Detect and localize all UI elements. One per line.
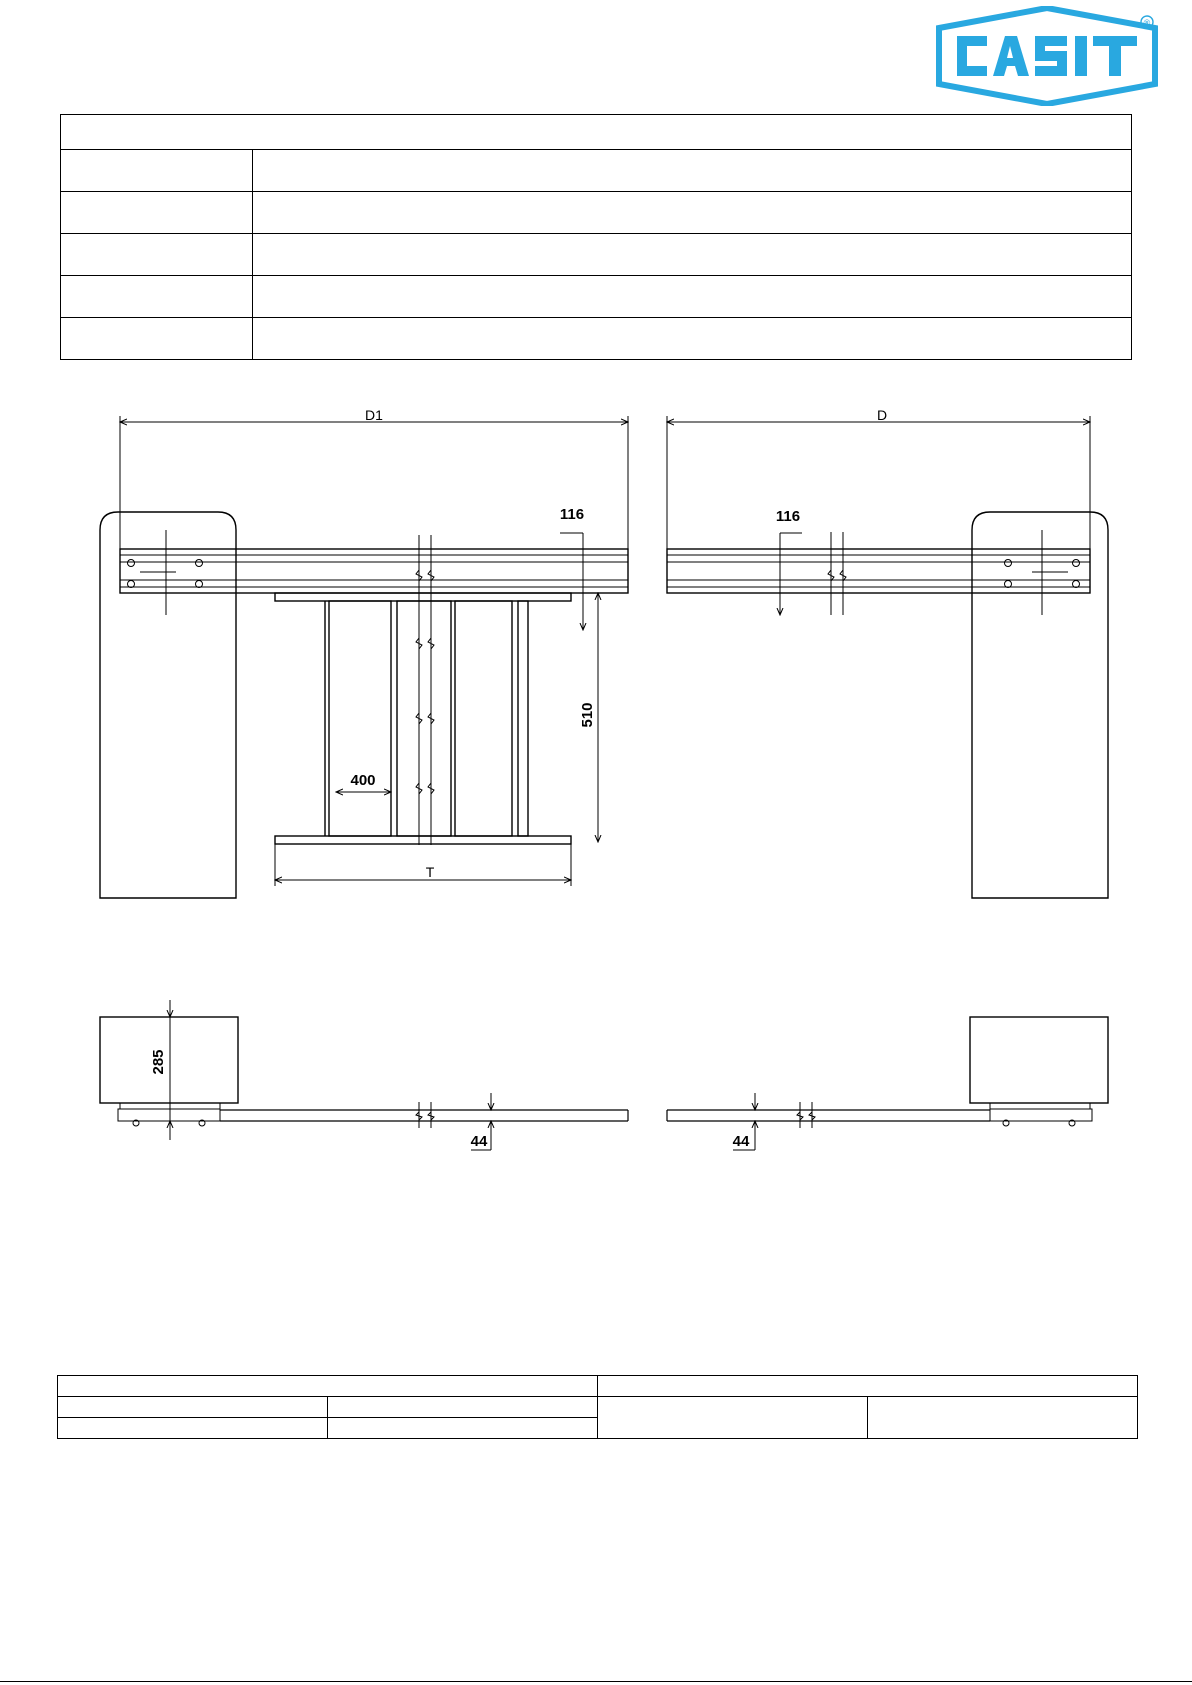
spec-row-value bbox=[253, 192, 1132, 234]
spec-row-label bbox=[61, 192, 253, 234]
right-cabinet bbox=[970, 1017, 1108, 1103]
right-boom bbox=[667, 549, 1090, 593]
casit-logo bbox=[935, 6, 1165, 106]
dim-label-285: 285 bbox=[150, 1049, 167, 1075]
spec-row-label bbox=[61, 318, 253, 360]
dim-label-t: T bbox=[425, 864, 435, 880]
right-plan-view bbox=[667, 416, 1108, 898]
logo-letters bbox=[957, 36, 1137, 76]
dim-label-116-right: 116 bbox=[775, 508, 801, 525]
dim-label-116-left: 116 bbox=[559, 506, 585, 523]
bottom-table-cell bbox=[58, 1397, 328, 1418]
spec-row-value bbox=[253, 276, 1132, 318]
dim-label-510: 510 bbox=[579, 702, 596, 728]
spec-table bbox=[60, 114, 1132, 360]
spec-row-value bbox=[253, 318, 1132, 360]
spec-row-value bbox=[253, 150, 1132, 192]
bottom-table-cell bbox=[328, 1397, 598, 1418]
spec-table-header bbox=[61, 115, 1132, 150]
registered-mark: ® bbox=[1143, 18, 1151, 28]
spec-row-label bbox=[61, 276, 253, 318]
spec-row-label bbox=[61, 234, 253, 276]
spec-row-label bbox=[61, 150, 253, 192]
dim-label-44-right: 44 bbox=[732, 1133, 750, 1150]
bottom-table bbox=[57, 1375, 1138, 1439]
footer-divider bbox=[0, 1681, 1192, 1682]
bottom-table-cell bbox=[598, 1397, 868, 1439]
dim-label-44-left: 44 bbox=[470, 1133, 488, 1150]
bottom-table-right-header bbox=[598, 1376, 1138, 1397]
bottom-table-cell bbox=[58, 1418, 328, 1439]
left-elevation-view bbox=[100, 1000, 628, 1150]
bottom-table-cell bbox=[868, 1397, 1138, 1439]
bottom-table-cell bbox=[328, 1418, 598, 1439]
bottom-table-left-header bbox=[58, 1376, 598, 1397]
spec-row-value bbox=[253, 234, 1132, 276]
technical-drawing bbox=[0, 380, 1192, 1170]
dim-label-d: D bbox=[876, 407, 888, 423]
right-housing bbox=[972, 512, 1108, 898]
left-plan-view bbox=[100, 416, 628, 898]
dim-label-400: 400 bbox=[350, 772, 376, 789]
right-elevation-view bbox=[667, 1017, 1108, 1150]
dim-label-d1: D1 bbox=[365, 407, 383, 423]
left-cabinet bbox=[100, 1017, 238, 1103]
